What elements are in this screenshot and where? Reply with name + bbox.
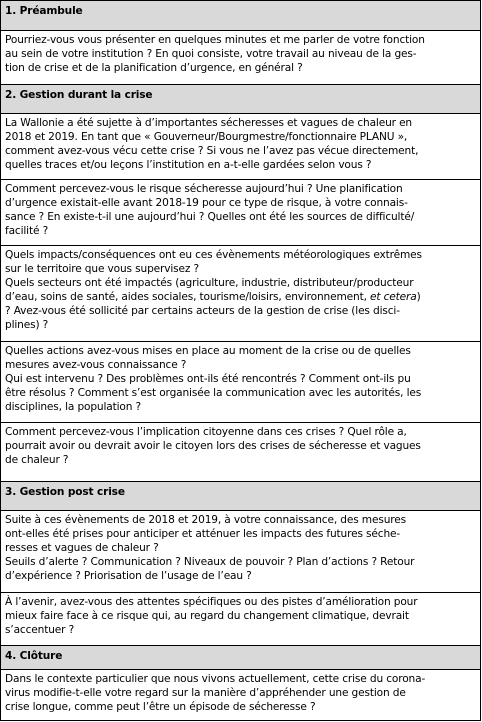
question-text: Dans le contexte particulier que nous vivons actuellement, cette crise du corona- virus modifie-t-elle votre regard sur la manière d’appréhender une gestion de crise longue, comme peut l’être un épisode de sécheresse ?: [5, 673, 426, 713]
question-text: Suite à ces évènements de 2018 et 2019, à votre connaissance, des mesures ont-elles été prises pour anticiper et atténuer les impacts des futures séche- resses et vagues de chaleur ? Seuils d’alerte ? Communication ? Niveaux de pouvoir ? Plan d’actions ? Retour d’expérience ? Priorisation de l’usage de l’eau ?: [5, 514, 415, 582]
section-header-gestion-post-crise: [1, 481, 480, 510]
section-header-preambule: [1, 1, 480, 30]
section-title: 4. Clôture: [5, 650, 63, 662]
section-title: 3. Gestion post crise: [5, 486, 125, 498]
question-cell: [1, 245, 480, 341]
question-text: Quelles actions avez-vous mises en place au moment de la crise ou de quelles mesures avez-vous connaissance ? Qui est intervenu ? Des problèmes ont-ils été rencontrés ? Comment ont-ils pu être résolus ? Comment s’est organisée la communication avec les autorités, les disciplines, la population ?: [5, 345, 422, 413]
question-text: Comment percevez-vous l’implication citoyenne dans ces crises ? Quel rôle a, pourrait avoir ou devrait avoir le citoyen lors des crises de sécheresse et vagues de chaleur ?: [5, 426, 421, 466]
question-text: Comment percevez-vous le risque sécheresse aujourd’hui ? Une planification d’urgence existait-elle avant 2018-19 pour ce type de risque, à votre connais- sance ? En existe-t-il une aujourd’hui ? Quelles ont été les sources de difficulté/ facilité ?: [5, 183, 415, 237]
question-text: Quels impacts/conséquences ont eu ces évènements météorologiques extrêmes sur le territoire que vous supervisez ? Quels secteurs ont été impactés (agriculture, industrie, distributeur/producteur d’eau, soins de santé, aides sociales, tourisme/loisirs, environnement, et cetera) ? Avez-vous été sollicité par certains acteurs de la gestion de crise (les disci- plines) ?: [5, 249, 422, 331]
question-cell: [1, 669, 480, 720]
section-header-cloture: [1, 645, 480, 669]
question-cell: [1, 592, 480, 645]
question-text: La Wallonie a été sujette à d’importantes sécheresses et vagues de chaleur en 2018 et 2019. En tant que « Gouverneur/Bourgmestre/fonctionnaire PLANU », comment avez-vous vécu cette crise ? Si vous ne l’avez pas vécue directement, quelles traces et/ou leçons l’institution en a-t-elle gardées selon vous ?: [5, 117, 419, 171]
section-title: 2. Gestion durant la crise: [5, 89, 153, 101]
section-header-gestion-durant-crise: [1, 84, 480, 113]
question-text: Pourriez-vous vous présenter en quelques minutes et me parler de votre fonction au sein de votre institution ? En quoi consiste, votre travail au niveau de la ges- tion de crise et de la planification d’urgence, en général ?: [5, 34, 425, 74]
question-cell: [1, 510, 480, 592]
question-text: À l’avenir, avez-vous des attentes spécifiques ou des pistes d’amélioration pour mieux faire face à ce risque qui, au regard du changement climatique, devrait s’accentuer ?: [5, 596, 418, 636]
question-cell: [1, 422, 480, 481]
question-cell: [1, 113, 480, 179]
question-cell: [1, 30, 480, 84]
section-title: 1. Préambule: [5, 5, 83, 17]
question-cell: [1, 179, 480, 245]
question-cell: [1, 341, 480, 422]
